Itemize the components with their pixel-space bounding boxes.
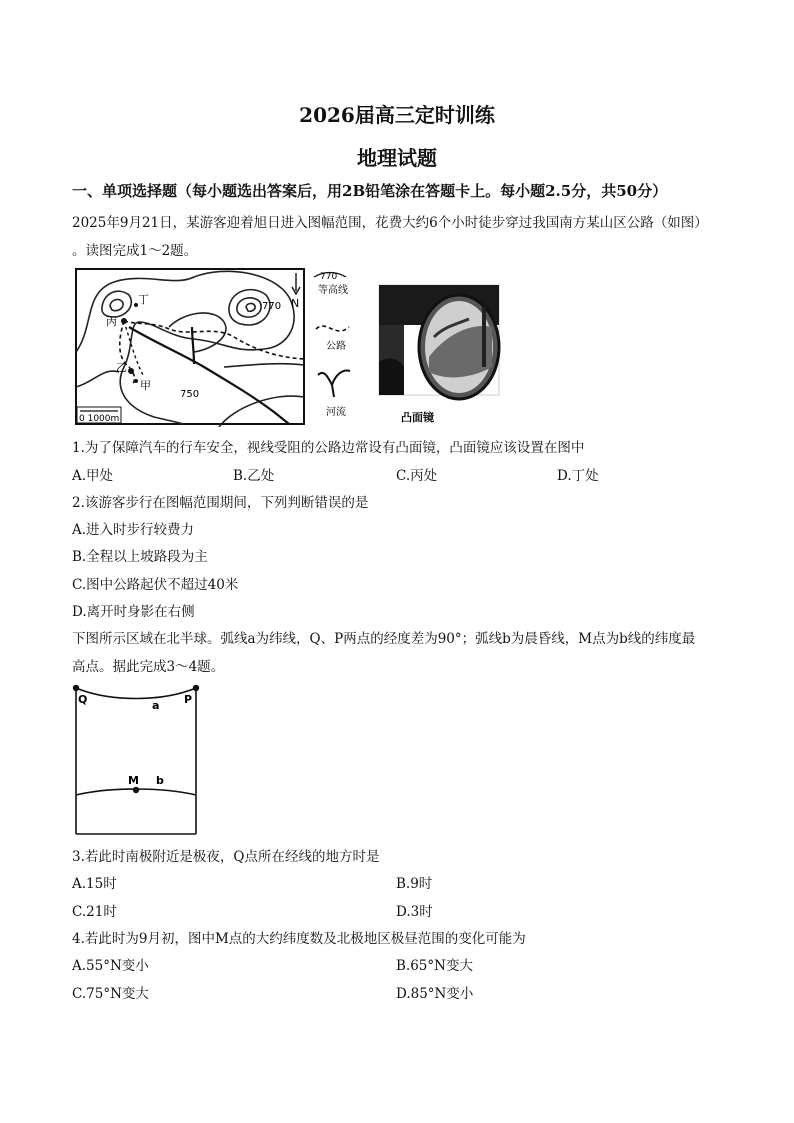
label-yi: 乙 (116, 361, 127, 374)
intro-2-line-1: 下图所示区域在北半球。弧线a为纬线，Q、P两点的经度差为90°；弧线b为晨昏线，M点为b线的纬度最 (72, 631, 696, 647)
intro-1-line-1: 2025年9月21日，某游客迎着旭日进入图幅范围，花费大约6个小时徒步穿过我国南方某山区公路（如图） (72, 215, 708, 231)
question-1-option-c[interactable]: C.丙处 (396, 468, 438, 484)
scale-label: 0 1000m (79, 414, 120, 424)
point-yi (128, 368, 134, 374)
label-ding: 丁 (138, 293, 149, 306)
latitude-arc-a (76, 688, 196, 699)
convex-mirror-photo (379, 285, 499, 399)
section-heading: 一、单项选择题（每小题选出答案后，用2B铅笔涂在答题卡上。每小题2.5分，共50分） (72, 182, 668, 200)
label-a: a (152, 699, 160, 712)
north-label: N (291, 297, 300, 310)
legend-river-label: 河流 (326, 407, 346, 418)
label-bing: 丙 (106, 315, 117, 328)
contour-label-750: 750 (180, 389, 200, 400)
legend-road-label: 公路 (326, 341, 346, 352)
question-2-option-b[interactable]: B.全程以上坡路段为主 (72, 549, 208, 565)
page-title: 2026届高三定时训练 (299, 103, 495, 127)
question-1-option-b[interactable]: B.乙处 (233, 468, 275, 484)
point-jia (134, 379, 138, 383)
topographic-map (74, 267, 514, 427)
question-2-stem: 2.该游客步行在图幅范围期间，下列判断错误的是 (72, 495, 369, 511)
question-1-option-a[interactable]: A.甲处 (72, 468, 114, 484)
label-b: b (156, 774, 164, 787)
question-1-option-d[interactable]: D.丁处 (557, 468, 599, 484)
question-3-option-b[interactable]: B.9时 (396, 876, 433, 892)
legend-road-icon (316, 326, 349, 331)
question-2-option-c[interactable]: C.图中公路起伏不超过40米 (72, 577, 239, 593)
question-2-option-a[interactable]: A.进入时步行较费力 (72, 522, 195, 538)
map-legend (314, 272, 350, 418)
point-q (73, 685, 79, 691)
question-4-stem: 4.若此时为9月初，图中M点的大约纬度数及北极地区极昼范围的变化可能为 (72, 931, 526, 947)
question-4-option-b[interactable]: B.65°N变大 (396, 958, 473, 974)
label-p: P (184, 693, 193, 706)
label-m: M (128, 774, 139, 787)
label-jia: 甲 (140, 379, 151, 392)
legend-contour-label: 等高线 (318, 285, 348, 296)
contour-label-770: 770 (262, 301, 282, 312)
point-p (193, 685, 199, 691)
photo-caption: 凸面镜 (401, 411, 434, 424)
question-3-option-a[interactable]: A.15时 (72, 876, 117, 892)
point-bing (121, 318, 127, 324)
question-1-stem: 1.为了保障汽车的行车安全，视线受阻的公路边常设有凸面镜，凸面镜应该设置在图中 (72, 440, 585, 456)
question-3-option-c[interactable]: C.21时 (72, 904, 117, 920)
legend-contour-value: 770 (320, 272, 338, 282)
question-4-option-a[interactable]: A.55°N变小 (72, 958, 149, 974)
question-2-option-d[interactable]: D.离开时身影在右侧 (72, 604, 195, 620)
legend-river-icon (318, 371, 350, 397)
intro-2-line-2: 高点。据此完成3～4题。 (72, 659, 225, 675)
intro-1-line-2: 。读图完成1～2题。 (72, 243, 198, 259)
terminator-diagram (70, 680, 204, 838)
point-m (133, 787, 139, 793)
question-4-option-d[interactable]: D.85°N变小 (396, 986, 474, 1002)
question-3-stem: 3.若此时南极附近是极夜，Q点所在经线的地方时是 (72, 849, 380, 865)
question-3-option-d[interactable]: D.3时 (396, 904, 433, 920)
map-frame (76, 269, 304, 424)
page-subtitle: 地理试题 (357, 146, 437, 170)
question-4-option-c[interactable]: C.75°N变大 (72, 986, 149, 1002)
label-q: Q (78, 693, 88, 706)
